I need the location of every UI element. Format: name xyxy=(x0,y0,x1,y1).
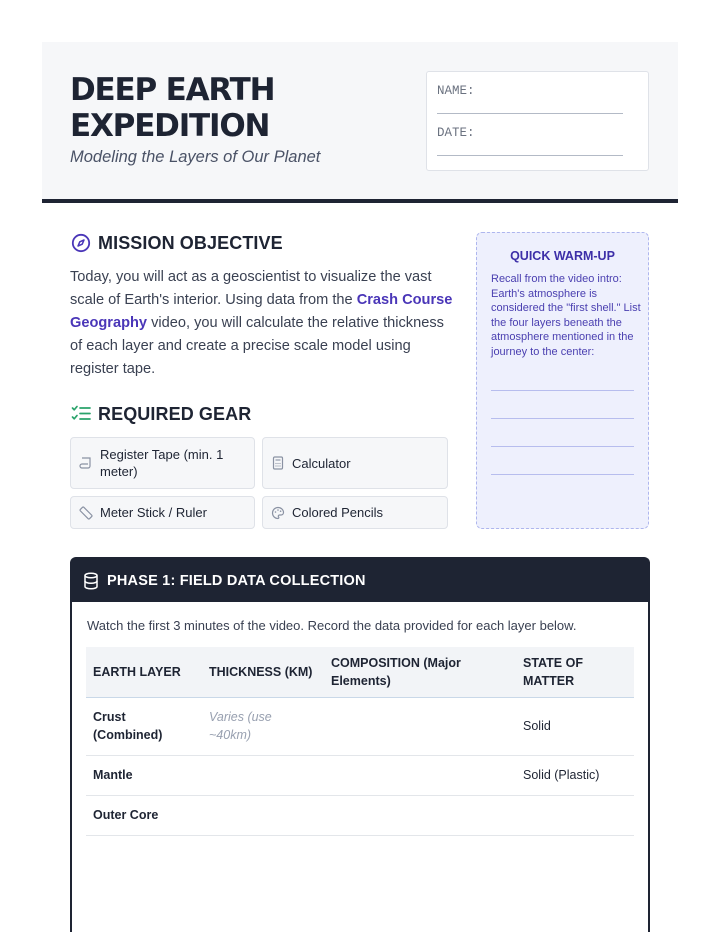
gear-item-label: Meter Stick / Ruler xyxy=(100,505,207,520)
table-row xyxy=(86,755,634,795)
student-info-box xyxy=(426,71,649,171)
table-row xyxy=(86,795,634,835)
title-line-2: EXPEDITION xyxy=(70,108,270,144)
mission-objective-text xyxy=(70,266,455,381)
title-line-1: DEEP EARTH xyxy=(70,72,275,108)
database-icon xyxy=(82,572,100,590)
objective-text-start: Today, you will act as a geoscientist to visualize the vast scale of Earth's interior. Using data from the xyxy=(70,269,432,308)
layer-name-cell: Outer Core xyxy=(86,795,202,835)
gear-item-meter-stick xyxy=(70,496,255,529)
layer-name-cell: Mantle xyxy=(86,755,202,795)
gear-item-label: Register Tape (min. 1 meter) xyxy=(100,447,224,479)
page-subtitle: Modeling the Layers of Our Planet xyxy=(70,148,321,166)
phase-1-instructions: Watch the first 3 minutes of the video. Record the data provided for each layer below. xyxy=(87,618,577,633)
layer-name-cell: Crust (Combined) xyxy=(86,697,202,755)
worksheet-page xyxy=(42,42,678,932)
header xyxy=(42,42,678,203)
required-gear-title: REQUIRED GEAR xyxy=(98,403,252,424)
phase-1-header xyxy=(72,559,648,602)
thickness-cell[interactable]: Varies (use ~40km) xyxy=(202,697,324,755)
warmup-answer-line-4[interactable] xyxy=(491,474,634,475)
composition-cell[interactable] xyxy=(324,795,516,835)
date-label: DATE: xyxy=(437,126,475,140)
column-header-earth-layer: EARTH LAYER xyxy=(86,647,202,697)
page-title xyxy=(70,72,274,144)
phase-1-section xyxy=(70,557,650,932)
mission-objective-heading xyxy=(70,232,283,254)
checklist-icon xyxy=(70,403,92,425)
gear-item-colored-pencils xyxy=(262,496,448,529)
calculator-icon xyxy=(271,456,285,470)
composition-cell[interactable] xyxy=(324,755,516,795)
quick-warmup-box xyxy=(476,232,649,529)
name-field[interactable] xyxy=(437,113,623,114)
warmup-answer-line-2[interactable] xyxy=(491,418,634,419)
required-gear-heading xyxy=(70,403,251,425)
earth-layers-table xyxy=(86,647,634,836)
composition-cell[interactable] xyxy=(324,697,516,755)
thickness-cell[interactable] xyxy=(202,755,324,795)
state-cell: Solid (Plastic) xyxy=(516,755,634,795)
warmup-answer-line-3[interactable] xyxy=(491,446,634,447)
thickness-cell[interactable] xyxy=(202,795,324,835)
crash-course-link[interactable]: Crash Course Geography xyxy=(70,292,453,331)
gear-item-calculator xyxy=(262,437,448,489)
state-cell: Solid xyxy=(516,697,634,755)
gear-item-register-tape xyxy=(70,437,255,489)
gear-item-label: Calculator xyxy=(292,455,351,471)
table-row xyxy=(86,697,634,755)
warmup-title: QUICK WARM-UP xyxy=(510,249,615,263)
ruler-icon xyxy=(79,506,93,520)
column-header-composition: COMPOSITION (Major Elements) xyxy=(324,647,516,697)
warmup-prompt: Recall from the video intro: Earth's atmosphere is considered the "first shell." List the four layers beneath the atmosphere mentioned in the journey to the center: xyxy=(491,273,641,358)
name-label: NAME: xyxy=(437,84,475,98)
phase-1-title: PHASE 1: FIELD DATA COLLECTION xyxy=(107,572,366,589)
column-header-state-of-matter: STATE OF MATTER xyxy=(516,647,634,697)
state-cell[interactable] xyxy=(516,795,634,835)
mission-objective-title: MISSION OBJECTIVE xyxy=(98,232,283,253)
gear-item-label: Colored Pencils xyxy=(292,505,384,520)
date-field[interactable] xyxy=(437,155,623,156)
column-header-thickness: THICKNESS (KM) xyxy=(202,647,324,697)
warmup-answer-line-1[interactable] xyxy=(491,390,634,391)
scroll-icon xyxy=(79,456,93,470)
objective-text-end: video, you will calculate the relative thickness of each layer and create a precise scale model using register tape. xyxy=(70,315,444,377)
palette-icon xyxy=(271,506,285,520)
table-header-row xyxy=(86,647,634,697)
compass-icon xyxy=(70,232,92,254)
